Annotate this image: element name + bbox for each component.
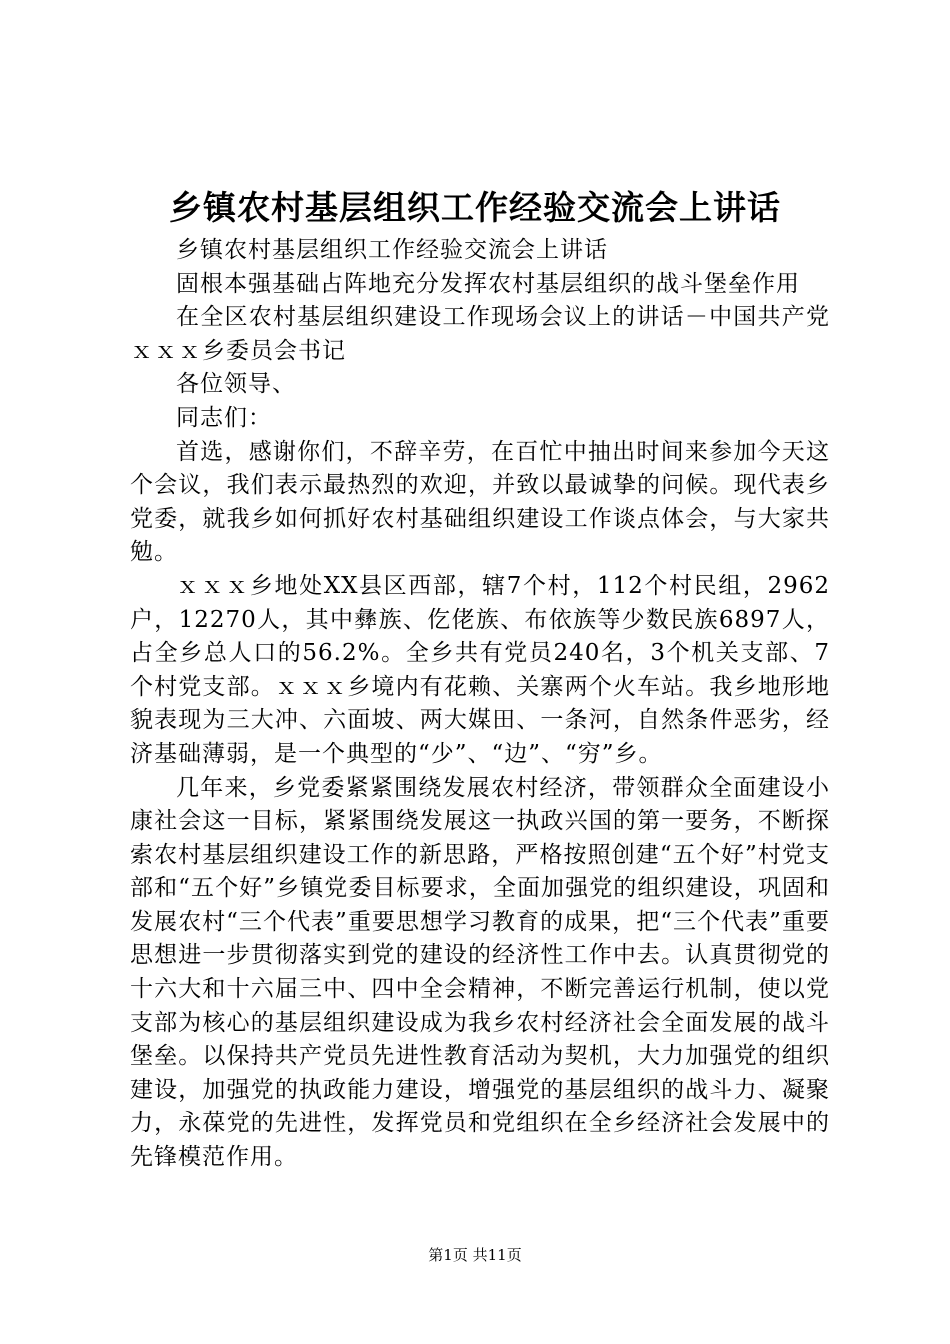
paragraph: 同志们： xyxy=(176,404,272,431)
paragraph: 各位领导、 xyxy=(176,371,296,398)
document-body xyxy=(130,234,830,1175)
page-number-footer: 第1页 共11页 xyxy=(428,1246,522,1264)
paragraph: 几年来，乡党委紧紧围绕发展农村经济，带领群众全面建设小康社会这一目标，紧紧围绕发展这一执政兴国的第一要务，不断探索农村基层组织建设工作的新思路，严格按照创建“五个好”村党支部和“五个好”乡镇党委目标要求，全面加强党的组织建设，巩固和发展农村“三个代表”重要思想学习教育的成果，把“三个代表”重要思想进一步贯彻落实到党的建设的经济性工作中去。认真贯彻党的十六大和十六届三中、四中全会精神，不断完善运行机制，使以党支部为核心的基层组织建设成为我乡农村经济社会全面发展的战斗堡垒。以保持共产党员先进性教育活动为契机，大力加强党的组织建设，加强党的执政能力建设，增强党的基层组织的战斗力、凝聚力，永葆党的先进性，发挥党员和党组织在全乡经济社会发展中的先锋模范作用。 xyxy=(130,774,830,1171)
paragraph: 在全区农村基层组织建设工作现场会议上的讲话－中国共产党ｘｘｘ乡委员会书记 xyxy=(130,304,830,364)
paragraph: 固根本强基础占阵地充分发挥农村基层组织的战斗堡垒作用 xyxy=(176,270,800,297)
paragraph: ｘｘｘ乡地处XX县区西部，辖7个村，112个村民组，2962户，12270人，其中彝族、仡佬族、布依族等少数民族6897人，占全乡总人口的56.2%。全乡共有党员240名，3个机关支部、7个村党支部。ｘｘｘ乡境内有花赖、关寨两个火车站。我乡地形地貌表现为三大冲、六面坡、两大媒田、一条河，自然条件恶劣，经济基础薄弱，是一个典型的“少”、“边”、“穷”乡。 xyxy=(130,572,830,767)
paragraph: 首选，感谢你们，不辞辛劳，在百忙中抽出时间来参加今天这个会议，我们表示最热烈的欢迎，并致以最诚挚的问候。现代表乡党委，就我乡如何抓好农村基础组织建设工作谈点体会，与大家共勉。 xyxy=(130,438,830,566)
paragraph: 乡镇农村基层组织工作经验交流会上讲话 xyxy=(176,237,608,263)
document-title: 乡镇农村基层组织工作经验交流会上讲话 xyxy=(169,188,781,227)
